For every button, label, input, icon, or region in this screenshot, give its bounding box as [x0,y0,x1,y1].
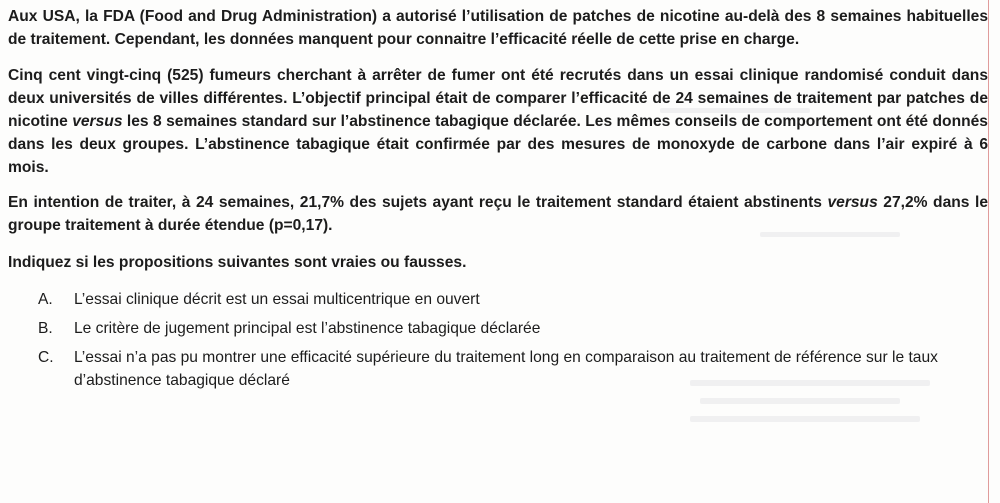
intro-paragraph: Aux USA, la FDA (Food and Drug Administration) a autorisé l’utilisation de patches de nicotine au-delà des 8 semaines habituelles de traitement. Cependant, les données manquent pour connaitre l’efficacité réelle de cette prise en charge. [8,8,988,48]
proposition-text: Le critère de jugement principal est l’abstinence tabagique déclarée [74,320,541,337]
results-paragraph [8,191,988,237]
results-text-part-2: 27,2% dans le groupe traitement à durée étendue (p=0,17). [8,194,988,234]
proposition-letter: B. [38,320,53,337]
study-text-part-2: les 8 semaines standard sur l’abstinence tabagique déclarée. Les mêmes conseils de comportement ont été donnés dans les deux groupes. L’abstinence tabagique était confirmée par des mesures de monoxyde de carbone dans l’air expiré à 6 mois. [8,113,988,176]
proposition-a [38,288,988,311]
study-description-paragraph [8,64,988,179]
bleed-through-mark [700,398,900,404]
study-text-part-1: Cinq cent vingt-cinq (525) fumeurs cherchant à arrêter de fumer ont été recrutés dans un essai clinique randomisé conduit dans deux universités de villes différentes. L’objectif principal était de comparer l’efficacité de 24 semaines de traitement par patches de nicotine [8,67,988,130]
page-margin-line [988,0,989,503]
instruction-text: Indiquez si les propositions suivantes sont vraies ou fausses. [8,254,467,271]
study-versus-italic: versus [72,113,123,130]
proposition-letter: C. [38,349,54,366]
propositions-list [8,288,988,392]
bleed-through-mark [690,416,920,422]
proposition-letter: A. [38,291,53,308]
proposition-text: L’essai clinique décrit est un essai multicentrique en ouvert [74,291,480,308]
question-content [8,5,988,398]
proposition-c [38,346,988,392]
proposition-text: L’essai n’a pas pu montrer une efficacité supérieure du traitement long en comparaison au traitement de référence sur le taux d’abstinence tabagique déclaré [74,349,938,389]
results-versus-italic: versus [827,194,878,211]
results-text-part-1: En intention de traiter, à 24 semaines, 21,7% des sujets ayant reçu le traitement standard étaient abstinents [8,194,828,211]
proposition-b [38,317,988,340]
